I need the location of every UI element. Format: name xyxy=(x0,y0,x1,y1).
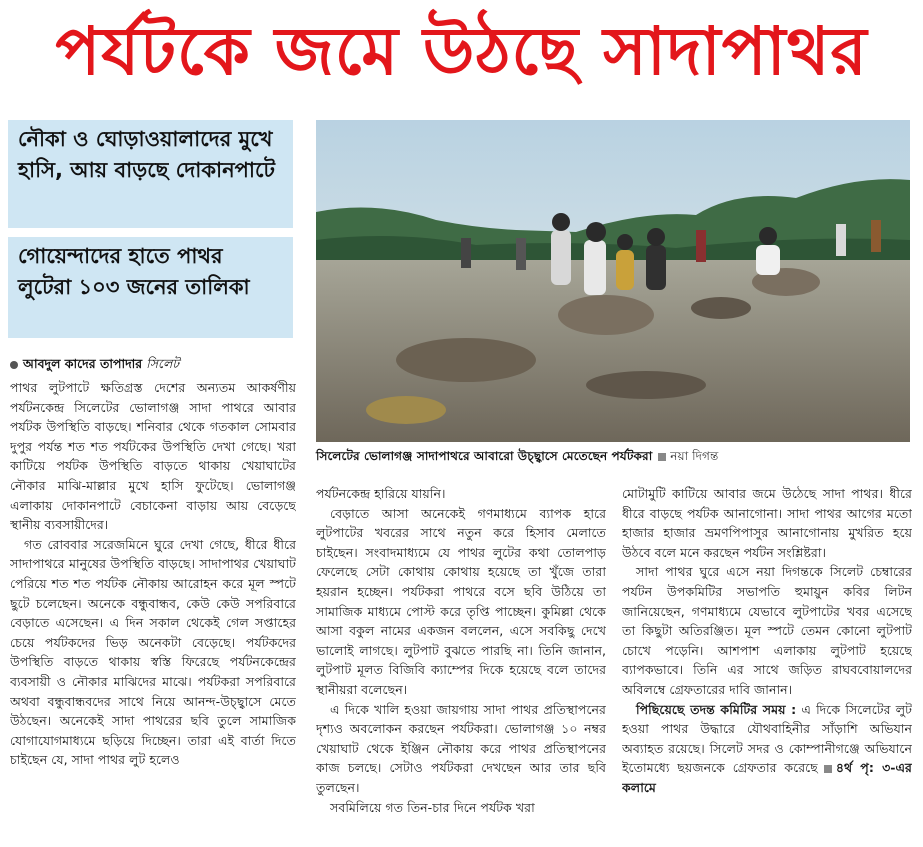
rock xyxy=(396,338,536,382)
continued-on: ৪র্থ পৃ: ৩-এর কলামে xyxy=(622,760,912,795)
subheadline-first: নৌকা ও ঘোড়াওয়ালাদের মুখে হাসি, আয় বাড়ছে দোকানপাটে xyxy=(8,120,293,228)
subsection-lead: পিছিয়েছে তদন্ত কমিটির সময় : xyxy=(636,701,797,717)
body-column-3 xyxy=(622,484,912,844)
paragraph: বেড়াতে আসা অনেকেই গণমাধ্যমে ব্যাপক হারে লুটপাটের খবরের সাথে নতুন করে হিসাব মেলাতে চাইছেন। সংবাদমাধ্যমে যে পাথর লুটের কথা তোলপাড় ফেলেছে সেটা কোথায় কোথায় হয়েছে তা খুঁজে তারা হয়রান হচ্ছেন। পর্যটকরা পাথরে বসে ছবি উঠিয়ে তা সামাজিক মাধ্যমে পোস্ট করে তৃপ্তি পাচ্ছেন। কুমিল্লা থেকে আসা বকুল নামের একজন বললেন, এসে সবকিছু দেখে ভালোই লাগছে। লুটপাট বুঝতে পারছি না। তিনি জানান, লুটপাট মূলত বিজিবি ক্যাম্পের দিকে হয়েছে বলে তাদের স্থানীয়রা বলেছেন। xyxy=(316,505,606,697)
paragraph: পর্যটনকেন্দ্র হারিয়ে যায়নি। xyxy=(316,486,446,501)
body-column-2 xyxy=(316,484,606,844)
caption-text: সিলেটের ভোলাগঞ্জ সাদাপাথরে আবারো উচ্ছ্বাসে মেতেছেন পর্যটকরা xyxy=(316,449,653,463)
headline: পর্যটকে জমে উঠছে সাদাপাথর xyxy=(55,13,868,90)
byline xyxy=(10,356,300,376)
paragraph: সাদা পাথর ঘুরে এসে নয়া দিগন্তকে সিলেট চেম্বারের পর্যটন উপকমিটির সভাপতি হুমায়ুন কবির লিটন জানিয়েছেন, গণমাধ্যমে যেভাবে লুটপাটের খবর এসেছে তা কিছুটা অতিরঞ্জিত। মূল স্পটে তেমন কোনো লুটপাট চোখে পড়েনি। আশপাশ এলাকায় লুটপাট হয়েছে ব্যাপকভাবে। তিনি এর সাথে জড়িত রাঘববোয়ালদের অবিলম্বে গ্রেফতারের দাবি জানান। xyxy=(622,564,912,697)
rock xyxy=(558,295,654,335)
tourists-photo xyxy=(316,120,910,442)
paragraph: এ দিকে খালি হওয়া জায়গায় সাদা পাথর প্রতিস্থাপনের দৃশ্যও অবলোকন করছেন পর্যটকরা। ভোলাগঞ্জ ১০ নম্বর খেয়াঘাট থেকে ইঞ্জিন নৌকায় করে পাথর প্রতিস্থাপনের কাজ চলছে। সেটাও পর্যটকরা দেখছেন আর তার ছবি তুলছেন। xyxy=(316,701,606,795)
square-icon xyxy=(824,765,832,773)
byline-author: আবদুল কাদের তাপাদার xyxy=(23,356,143,371)
paragraph: গত রোববার সরেজমিনে ঘুরে দেখা গেছে, ধীরে ধীরে সাদাপাথরে মানুষের উপস্থিতি বাড়ছে। সাদাপাথর খেয়াঘাট পেরিয়ে শত শত পর্যটক নৌকায় আরোহন করে মূল স্পটে ছুটে চলেছেন। অনেকে বন্ধুবান্ধব, কেউ কেউ সপরিবারে বেড়াতে এসেছেন। এ দিন সকাল থেকেই গেল সপ্তাহের চেয়ে পর্যটকদের ভিড় অনেকটা বেড়েছে। পর্যটকদের উপস্থিতি বাড়তে থাকায় স্বস্তি ফিরেছে পর্যটনকেন্দ্রের ব্যবসায়ী ও নৌকার মাঝিদের মাঝে। পর্যটকরা সপরিবারে অথবা বন্ধুবান্ধবদের সাথে নিয়ে আনন্দ-উচ্ছ্বাসে মেতে উঠছেন। অনেকেই সাদা পাথরের ছবি তুলে সামাজিক যোগাযোগমাধ্যমে ছড়িয়ে দিচ্ছেন। তারা এই বার্তা দিতে চাইছেন যে, সাদা পাথর লুট হলেও xyxy=(10,536,296,768)
subsection-text: এ দিকে সিলেটের লুট হওয়া পাথর উদ্ধারে যৌথবাহিনীর সাঁড়াশি অভিযান অব্যাহত রয়েছে। সিলেট সদর ও কোম্পানীগঞ্জে অভিযানে ইতোমধ্যে ছয়জনকে গ্রেফতার করেছে xyxy=(622,701,912,776)
paragraph-lead xyxy=(622,700,912,798)
body-column-1 xyxy=(10,378,296,843)
subheadline-second: গোয়েন্দাদের হাতে পাথর লুটেরা ১০৩ জনের তালিকা xyxy=(8,234,293,338)
bullet-icon xyxy=(10,361,18,369)
paragraph: পাথর লুটপাটে ক্ষতিগ্রস্ত দেশের অন্যতম আকর্ষণীয় পর্যটনকেন্দ্র সিলেটের ভোলাগঞ্জ সাদা পাথরে আবার পর্যটক উপস্থিতি বাড়ছে। শনিবার থেকে গতকাল সোমবার দুপুর পর্যন্ত শত শত পর্যটকের উপস্থিতি দেখা গেছে। খরা কাটিয়ে পর্যটক উপস্থিতি বাড়তে থাকায় খেয়াঘাটের নৌকার মাঝি-মাল্লার মুখে হাসি ফুটেছে। ভোলাগঞ্জ এলাকায় দোকানপাটে বেচাকেনা বাড়ায় আয় বেড়েছে স্থানীয় ব্যবসায়ীদের। xyxy=(10,380,296,533)
square-icon xyxy=(658,453,666,461)
rock xyxy=(691,297,751,319)
photo-credit: নয়া দিগন্ত xyxy=(670,449,719,463)
rock xyxy=(586,371,706,399)
photo-illustration xyxy=(316,120,910,442)
photo-caption xyxy=(316,448,916,468)
paragraph: মোটামুটি কাটিয়ে আবার জমে উঠেছে সাদা পাথর। ধীরে ধীরে বাড়ছে পর্যটক আনাগোনা। সাদা পাথর আগের মতো হাজার হাজার ভ্রমণপিপাসুর আনাগোনায় মুখরিত হয়ে উঠবে বলে মনে করছেন পর্যটন সংশ্লিষ্টরা। xyxy=(622,486,912,560)
paragraph: সবমিলিয়ে গত তিন-চার দিনে পর্যটক খরা xyxy=(330,799,535,815)
byline-place: সিলেট xyxy=(146,356,180,371)
rock xyxy=(366,396,446,424)
